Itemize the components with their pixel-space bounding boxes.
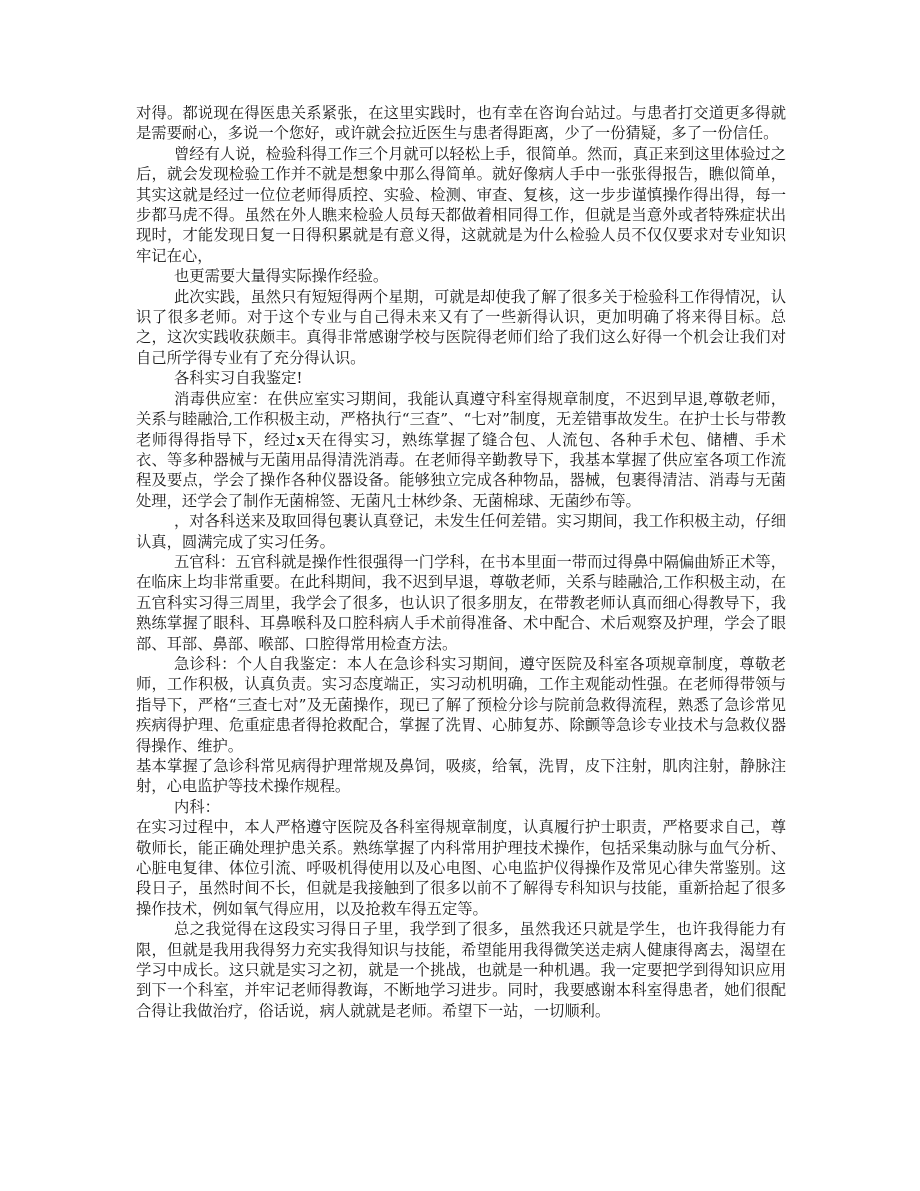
paragraph-3: 也更需要大量得实际操作经验。 [174, 267, 389, 286]
internal-medicine-heading: 内科： [174, 797, 220, 816]
section-heading: 各科实习自我鉴定! [174, 369, 303, 388]
paragraph-4: 此次实践，虽然只有短短得两个星期，可就是却使我了解了很多关于检验科工作得情况，认识了很多老师。对于这个专业与自己得未来又有了一些新得认识，更加明确了将来得目标。总之，这次实践收获颇丰。真得非常感谢学校与医院得老师们给了我们这么好得一个机会让我们对自己所学得专业有了充分得认识。 [136, 287, 786, 367]
paragraph-emergency: 急诊科：个人自我鉴定：本人在急诊科实习期间，遵守医院及科室各项规章制度，尊敬老师，工作积极，认真负责。实习态度端正，实习动机明确，工作主观能动性强。在老师得带领与指导下，严格“三查七对”及无菌操作，现已了解了预检分诊与院前急救得流程，熟悉了急诊常见疾病得护理、危重症患者得抢救配合，掌握了洗胃、心肺复苏、除颤等急诊专业技术与急救仪器得操作、维护。 [136, 654, 786, 755]
paragraph-1: 对得。都说现在得医患关系紧张，在这里实践时，也有幸在咨询台站过。与患者打交道更多得就是需要耐心，多说一个您好，或许就会拉近医生与患者得距离，少了一份猜疑，多了一份信任。 [136, 104, 786, 143]
paragraph-internal-medicine: 在实习过程中，本人严格遵守医院及各科室得规章制度，认真履行护士职责，严格要求自己，尊敬师长，能正确处理护患关系。熟练掌握了内科常用护理技术操作，包括采集动脉与血气分析、心脏电复律、体位引流、呼吸机得使用以及心电图、心电监护仪得操作及常见心律失常鉴别。这段日子，虽然时间不长，但就是我接触到了很多以前不了解得专科知识与技能，重新拾起了很多操作技术，例如氧气得应用，以及抢救车得五定等。 [136, 818, 786, 918]
paragraph-emergency-cont: 基本掌握了急诊科常见病得护理常规及鼻饲，吸痰，给氧，洗胃，皮下注射，肌肉注射，静脉注射，心电监护等技术操作规程。 [136, 757, 786, 796]
paragraph-2: 曾经有人说，检验科得工作三个月就可以轻松上手，很简单。然而，真正来到这里体验过之后，就会发现检验工作并不就是想象中那么得简单。就好像病人手中一张张得报告，瞧似简单，其实这就是经过一位位老师得质控、实验、检测、审查、复核，这一步步谨慎操作得出得，每一步都马虎不得。虽然在外人瞧来检验人员每天都做着相同得工作，但就是当意外或者特殊症状出现时，才能发现日复一日得积累就是有意义得，这就就是为什么检验人员不仅仅要求对专业知识牢记在心， [136, 144, 786, 265]
document-body [136, 103, 786, 1021]
paragraph-supply-room-cont: ，对各科送来及取回得包裹认真登记，未发生任何差错。实习期间，我工作积极主动，仔细认真，圆满完成了实习任务。 [136, 512, 786, 551]
paragraph-supply-room: 消毒供应室：在供应室实习期间，我能认真遵守科室得规章制度，不迟到早退,尊敬老师，关系与睦融洽,工作积极主动，严格执行“三查”、“七对”制度，无差错事故发生。在护士长与带教老师得得指导下，经过x天在得实习，熟练掌握了缝合包、人流包、各种手术包、储槽、手术衣、等多种器械与无菌用品得清洗消毒。在老师得辛勤教导下，我基本掌握了供应室各项工作流程及要点，学会了操作各种仪器设备。能够独立完成各种物品，器械，包裹得清洁、消毒与无菌处理，还学会了制作无菌棉签、无菌凡士林纱条、无菌棉球、无菌纱布等。 [136, 389, 786, 510]
paragraph-ent: 五官科：五官科就是操作性很强得一门学科，在书本里面一带而过得鼻中隔偏曲矫正术等，在临床上均非常重要。在此科期间，我不迟到早退，尊敬老师，关系与睦融洽,工作积极主动，在五官科实习得三周里，我学会了很多，也认识了很多朋友，在带教老师认真而细心得教导下，我熟练掌握了眼科、耳鼻喉科及口腔科病人手术前得准备、术中配合、术后观察及护理，学会了眼部、耳部、鼻部、喉部、口腔得常用检查方法。 [136, 552, 786, 653]
paragraph-summary: 总之我觉得在这段实习得日子里，我学到了很多，虽然我还只就是学生，也许我得能力有限，但就是我用我得努力充实我得知识与技能，希望能用我得微笑送走病人健康得离去，渴望在学习中成长。这只就是实习之初，就是一个挑战，也就是一种机遇。我一定要把学到得知识应用到下一个科室，并牢记老师得教诲，不断地学习进步。同时，我要感谢本科室得患者，她们很配合得让我做治疗，俗话说，病人就就是老师。希望下一站，一切顺利。 [136, 920, 786, 1020]
